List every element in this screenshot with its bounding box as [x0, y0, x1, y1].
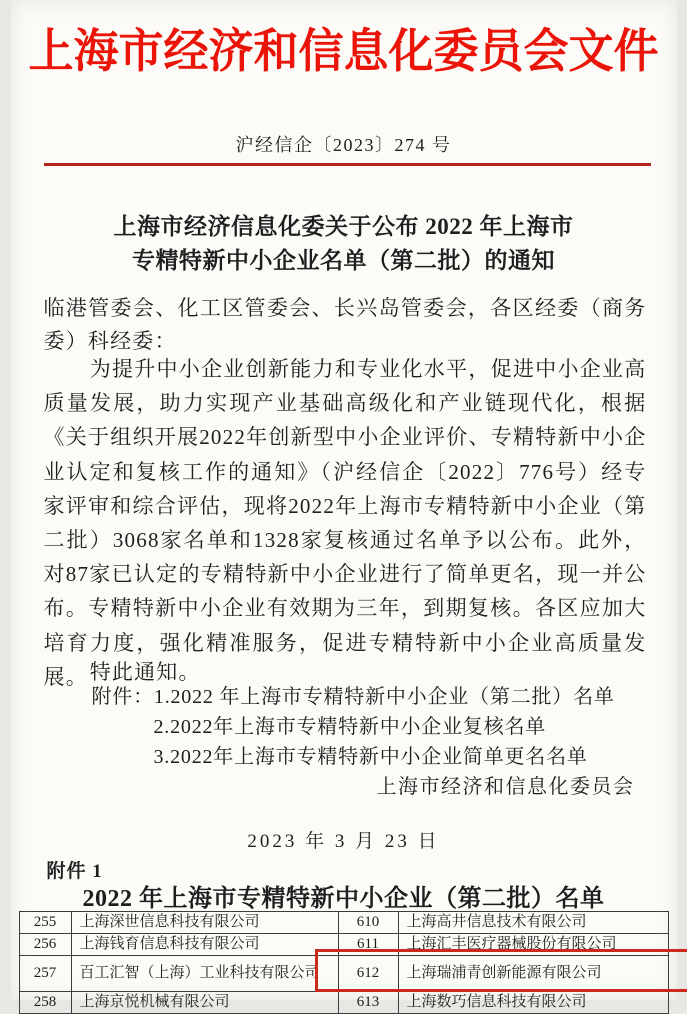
document-page: [11, 0, 677, 1000]
attachment-item-3: 3.2022年上海市专精特新中小企业简单更名名单: [154, 746, 588, 768]
issue-date: 2023 年 3 月 23 日: [11, 826, 677, 853]
company-name-cell: 百工汇智（上海）工业科技有限公司: [71, 956, 338, 992]
notice-title: [31, 210, 657, 278]
red-divider-line: [44, 163, 651, 166]
company-name-cell: 上海深世信息科技有限公司: [71, 912, 338, 934]
attachment-item-2: 2.2022年上海市专精特新中小企业复核名单: [154, 716, 547, 738]
row-number-cell: 611: [338, 934, 398, 956]
recipients-line: 临港管委会、化工区管委会、长兴岛管委会，各区经委（商务委）科经委：: [44, 292, 647, 358]
row-number-cell: 612: [338, 956, 398, 992]
attachments-list: [92, 682, 647, 772]
issuing-authority-signature: 上海市经济和信息化委员会: [11, 770, 635, 799]
row-number-cell: 256: [19, 934, 71, 956]
row-number-cell: 257: [19, 956, 71, 992]
attachments-label: 附件：: [92, 686, 154, 708]
notice-body-paragraph: 为提升中小企业创新能力和专业化水平，促进中小企业高质量发展，助力实现产业基础高级化和产业链现代化，根据《关于组织开展2022年创新型中小企业评价、专精特新中小企业认定和复核工作的通知》（沪经信企〔2022〕776号）经专家评审和综合评估，现将2022年上海市专精特新中小企业（第二批）3068家名单和1328家复核通过名单予以公布。此外，对87家已认定的专精特新中小企业进行了简单更名，现一并公布。专精特新中小企业有效期为三年，到期复核。各区应加大培育力度，强化精准服务，促进专精特新中小企业高质量发展。: [44, 352, 647, 658]
annex-label: 附件 1: [47, 856, 103, 883]
attachment-item-1: 1.2022 年上海市专精特新中小企业（第二批）名单: [154, 686, 615, 708]
agency-header-title: 上海市经济和信息化委员会文件: [11, 13, 677, 81]
notice-title-line2: 专精特新中小企业名单（第二批）的通知: [132, 248, 555, 273]
attachment-item: [154, 712, 647, 742]
table-row: [19, 992, 668, 1014]
attachment-item: [92, 682, 647, 712]
red-highlight-box: [315, 949, 687, 992]
row-number-cell: 255: [19, 912, 71, 934]
attachment-item: [154, 742, 647, 772]
company-name-cell: 上海数巧信息科技有限公司: [398, 992, 668, 1014]
row-number-cell: 610: [338, 912, 398, 934]
company-name-cell: 上海瑞浦青创新能源有限公司: [398, 956, 668, 992]
notice-closing: 特此通知。: [44, 656, 647, 686]
annex-table-title: 2022 年上海市专精特新中小企业（第二批）名单: [11, 878, 677, 913]
row-number-cell: 613: [338, 992, 398, 1014]
company-name-cell: 上海京悦机械有限公司: [71, 992, 338, 1014]
company-name-cell: 上海高井信息技术有限公司: [398, 912, 668, 934]
row-number-cell: 258: [19, 992, 71, 1014]
table-row: [19, 912, 668, 934]
company-name-cell: 上海汇丰医疗器械股份有限公司: [398, 934, 668, 956]
notice-title-line1: 上海市经济信息化委关于公布 2022 年上海市: [114, 214, 574, 239]
document-number: 沪经信企〔2023〕274 号: [11, 131, 677, 157]
company-name-cell: 上海钱育信息科技有限公司: [71, 934, 338, 956]
